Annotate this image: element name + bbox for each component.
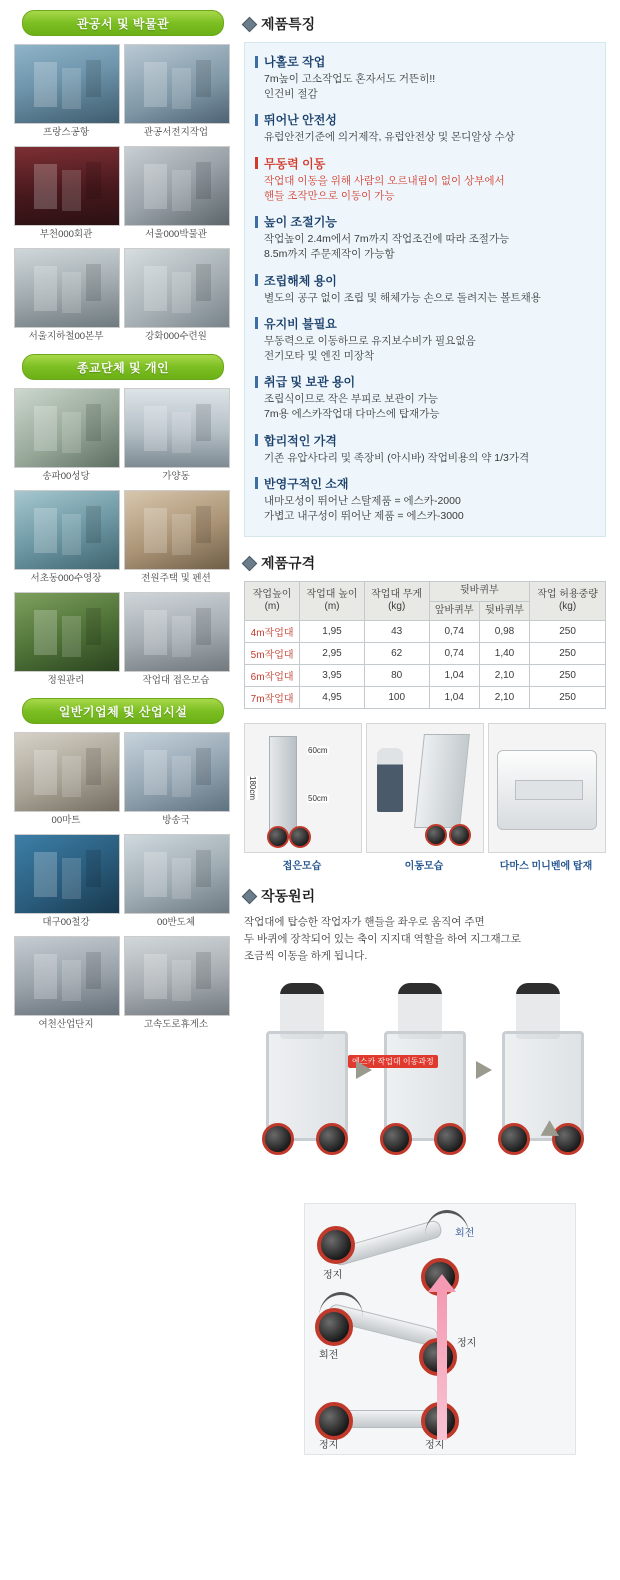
section-header-spec [244, 553, 606, 573]
thumbnail-caption: 프랑스공항 [43, 127, 89, 138]
thumbnail-caption: 서초동000수영장 [30, 573, 102, 584]
principle-illustration [244, 973, 606, 1193]
feature-item [255, 272, 595, 306]
feature-line: 가볍고 내구성이 뛰어난 제품 = 에스카-3000 [264, 510, 464, 523]
thumbnail-caption: 강화000수련원 [145, 331, 207, 342]
wheel-icon [315, 1402, 353, 1440]
section-header-principle [244, 886, 606, 906]
photo-fill [125, 937, 229, 1015]
feature-title-row [255, 111, 595, 128]
cell-weight: 80 [364, 665, 429, 687]
wheel-icon [434, 1123, 466, 1155]
feature-title-row [255, 272, 595, 289]
list-item[interactable] [14, 732, 118, 828]
feature-item [255, 315, 595, 364]
feature-line: 무동력으로 이동하므로 유지보수비가 필요없음 [264, 334, 476, 347]
dimension-label-top: 60cm [308, 746, 328, 756]
cell-platform-height: 4,95 [300, 687, 365, 709]
cell-weight: 62 [364, 643, 429, 665]
feature-line: 유럽안전기준에 의거제작, 유럽안전상 및 몬디알상 수상 [264, 131, 515, 144]
feature-title-row [255, 155, 595, 172]
principle-description [244, 914, 606, 964]
list-item[interactable] [14, 146, 118, 242]
principle-line: 작업대에 탑승한 작업자가 핸들을 좌우로 움직여 주면 [244, 916, 485, 929]
photo-fill [15, 491, 119, 569]
cell-platform-height: 3,95 [300, 665, 365, 687]
product-photo-van [488, 723, 604, 872]
person-figure [377, 748, 403, 812]
feature-title-row [255, 53, 595, 70]
list-item[interactable] [124, 490, 228, 586]
arrow-right-icon [356, 1061, 372, 1079]
operator-figure-3 [490, 983, 594, 1173]
thumbnail-image[interactable] [124, 388, 230, 468]
diamond-bullet-icon [242, 556, 258, 572]
feature-title-row [255, 213, 595, 230]
cell-weight: 100 [364, 687, 429, 709]
thumbnail-caption: 서울지하철00본부 [28, 331, 104, 342]
feature-line: 기존 유압사다리 및 족장비 (아시바) 작업비용의 약 1/3가격 [264, 451, 530, 464]
table-row [245, 643, 606, 665]
cell-model: 7m작업대 [245, 687, 300, 709]
feature-line: 내마모성이 뛰어난 스탈제품 = 에스카-2000 [264, 494, 461, 507]
thumbnail-image[interactable] [124, 592, 230, 672]
list-item[interactable] [124, 248, 228, 344]
rotation-curve-icon [425, 1210, 469, 1235]
feature-lines [255, 291, 595, 306]
product-image [488, 723, 606, 853]
feature-title: 조립해체 용이 [264, 273, 337, 288]
feature-lines [255, 72, 595, 102]
feature-title: 나홀로 작업 [264, 55, 326, 69]
col-platform-weight: 작업대 무게 (kg) [364, 582, 429, 621]
list-item[interactable] [124, 146, 228, 242]
cell-platform-height: 2,95 [300, 643, 365, 665]
thumbnail-caption: 부천000회관 [39, 229, 93, 240]
wheel-icon [317, 1226, 355, 1264]
list-item[interactable] [124, 592, 228, 688]
thumbnail-caption: 여천산업단지 [38, 1019, 94, 1030]
feature-line: 조립식이므로 작은 부피로 보관이 가능 [264, 393, 438, 406]
diamond-bullet-icon [242, 889, 258, 905]
thumbnail-image[interactable] [14, 388, 120, 468]
thumbnail-caption: 정원관리 [47, 675, 85, 686]
gallery-column [14, 10, 232, 1042]
page-title-spec: 제품규격 [261, 555, 316, 572]
spec-table [244, 581, 606, 709]
list-item[interactable] [124, 44, 228, 140]
dimension-label-height: 180cm [248, 776, 257, 801]
feature-lines [255, 232, 595, 262]
thumbnail-caption: 작업대 접은모습 [142, 675, 210, 686]
list-item[interactable] [14, 834, 118, 930]
feature-title-row [255, 475, 595, 492]
cell-load: 250 [530, 665, 606, 687]
category-banner-religious: 종교단체 및 개인 [22, 354, 224, 380]
bullet-bar-icon [255, 477, 258, 489]
cell-load: 250 [530, 621, 606, 643]
feature-lines [255, 174, 595, 204]
thumbnail-grid-industrial [14, 732, 232, 1032]
feature-line: 별도의 공구 없이 조립 및 해체가능 손으로 돌려지는 볼트채용 [264, 291, 541, 304]
col-platform-height: 작업대 높이 (m) [300, 582, 365, 621]
bullet-bar-icon [255, 317, 258, 329]
axle-label-rotate-1: 회전 [455, 1227, 475, 1239]
spec-table-head [245, 582, 606, 621]
feature-title: 유지비 불필요 [264, 316, 337, 331]
axle-diagram [304, 1203, 576, 1455]
thumbnail-image[interactable] [124, 248, 230, 328]
feature-lines [255, 494, 595, 524]
col-allowable-load: 작업 허용중량 (kg) [530, 582, 606, 621]
cell-model: 5m작업대 [245, 643, 300, 665]
photo-fill [125, 835, 229, 913]
product-caption: 이동모습 [404, 861, 444, 873]
thumbnail-caption: 관공서전지작업 [143, 127, 209, 138]
list-item[interactable] [14, 248, 118, 344]
feature-lines [255, 130, 595, 145]
wheel-icon [449, 824, 471, 846]
list-item[interactable] [14, 388, 118, 484]
thumbnail-caption: 대구00철강 [42, 917, 90, 928]
features-panel [244, 42, 606, 537]
arrow-up-direction-icon [437, 1290, 447, 1440]
product-image [244, 723, 362, 853]
axle-label-stop-2: 정지 [457, 1337, 477, 1349]
photo-fill [15, 937, 119, 1015]
col-work-height: 작업높이 (m) [245, 582, 300, 621]
cell-model: 6m작업대 [245, 665, 300, 687]
thumbnail-caption: 고속도로휴게소 [143, 1019, 209, 1030]
table-header-row [245, 582, 606, 602]
feature-title: 합리적인 가격 [264, 433, 337, 448]
col-front-wheel: 앞바퀴부 [429, 601, 479, 621]
feature-title: 취급 및 보관 용이 [264, 375, 356, 390]
feature-item [255, 53, 595, 102]
photo-fill [15, 733, 119, 811]
axle-label-stop-4: 정지 [425, 1439, 445, 1451]
feature-title-row [255, 432, 595, 449]
list-item[interactable] [14, 936, 118, 1032]
list-item[interactable] [14, 592, 118, 688]
thumbnail-caption: 방송국 [162, 815, 190, 826]
feature-title: 높이 조절기능 [264, 215, 337, 230]
cell-load: 250 [530, 643, 606, 665]
photo-fill [15, 147, 119, 225]
category-banner-industrial: 일반기업체 및 산업시설 [22, 698, 224, 724]
product-photo-folded [244, 723, 360, 872]
product-image [366, 723, 484, 853]
thumbnail-image[interactable] [124, 146, 230, 226]
thumbnail-caption: 전원주택 및 펜션 [141, 573, 211, 584]
product-photo-moving [366, 723, 482, 872]
col-rear-wheel: 뒷바퀴부 [479, 601, 529, 621]
gallery-category-religious [14, 354, 232, 688]
wheel-icon [262, 1123, 294, 1155]
page-title-features: 제품특징 [261, 16, 316, 32]
list-item[interactable] [14, 44, 118, 140]
gallery-category-industrial [14, 698, 232, 1032]
page-title-principle: 작동원리 [261, 888, 316, 905]
col-wheel-group: 뒷바퀴부 [429, 582, 530, 602]
cell-rear-wheel: 0,98 [479, 621, 529, 643]
cell-rear-wheel: 1,40 [479, 643, 529, 665]
cell-platform-height: 1,95 [300, 621, 365, 643]
photo-fill [125, 733, 229, 811]
operator-figure-1 [254, 983, 358, 1173]
photo-fill [15, 249, 119, 327]
bullet-bar-icon [255, 434, 258, 446]
feature-title: 뛰어난 안전성 [264, 113, 337, 128]
cell-rear-wheel: 2,10 [479, 665, 529, 687]
bullet-bar-icon [255, 157, 258, 169]
feature-title: 반영구적인 소재 [264, 476, 349, 491]
photo-fill [15, 389, 119, 467]
table-row [245, 621, 606, 643]
photo-fill [15, 835, 119, 913]
wheel-icon [498, 1123, 530, 1155]
bullet-bar-icon [255, 274, 258, 286]
feature-item [255, 432, 595, 466]
feature-line: 핸들 조작만으로 이동이 가능 [264, 189, 395, 202]
cell-model: 4m작업대 [245, 621, 300, 643]
photo-fill [125, 45, 229, 123]
list-item[interactable] [124, 388, 228, 484]
wheel-icon [425, 824, 447, 846]
photo-fill [15, 593, 119, 671]
photo-fill [125, 147, 229, 225]
cell-rear-wheel: 2,10 [479, 687, 529, 709]
thumbnail-caption: 송파00성당 [42, 471, 90, 482]
axle-label-rotate-2: 회전 [319, 1349, 339, 1361]
thumbnail-image[interactable] [14, 732, 120, 812]
thumbnail-image[interactable] [14, 936, 120, 1016]
product-caption: 접은모습 [282, 861, 322, 873]
axle-label-stop-3: 정지 [319, 1439, 339, 1451]
thumbnail-image[interactable] [124, 44, 230, 124]
feature-lines [255, 392, 595, 422]
feature-item [255, 373, 595, 422]
category-banner-government: 관공서 및 박물관 [22, 10, 224, 36]
feature-title-row [255, 373, 595, 390]
cell-load: 250 [530, 687, 606, 709]
wheel-icon [289, 826, 311, 848]
feature-item [255, 111, 595, 145]
feature-line: 작업대 이동을 위해 사람의 오르내림이 없이 상부에서 [264, 174, 505, 187]
operator-figure-2 [372, 983, 476, 1173]
feature-title-row [255, 315, 595, 332]
thumbnail-caption: 가양동 [162, 471, 190, 482]
feature-lines [255, 451, 595, 466]
feature-lines [255, 334, 595, 364]
thumbnail-image[interactable] [124, 732, 230, 812]
spec-table-body [245, 621, 606, 709]
status-badge-motion: 에스카 작업대 이동과정 [348, 1055, 438, 1068]
content-column [244, 14, 606, 1455]
principle-line: 두 바퀴에 장착되어 있는 축이 지지대 역할을 하여 지그재그로 [244, 933, 521, 946]
thumbnail-image[interactable] [14, 834, 120, 914]
thumbnail-grid-government [14, 44, 232, 344]
wheel-icon [380, 1123, 412, 1155]
table-row [245, 687, 606, 709]
bullet-bar-icon [255, 376, 258, 388]
diamond-bullet-icon [242, 16, 258, 32]
feature-line: 작업높이 2.4m에서 7m까지 작업조건에 따라 조절가능 [264, 233, 510, 246]
thumbnail-caption: 서울000박물관 [145, 229, 207, 240]
feature-line: 8.5m까지 주문제작이 가능함 [264, 248, 395, 261]
product-caption: 다마스 미니벤에 탑재 [499, 861, 593, 873]
table-row [245, 665, 606, 687]
cell-front-wheel: 0,74 [429, 621, 479, 643]
arrow-right-icon [476, 1061, 492, 1079]
thumbnail-image[interactable] [124, 490, 230, 570]
thumbnail-image[interactable] [14, 146, 120, 226]
principle-line: 조금씩 이동을 하게 됩니다. [244, 949, 368, 962]
list-item[interactable] [124, 936, 228, 1032]
photo-fill [125, 593, 229, 671]
wheel-icon [316, 1123, 348, 1155]
cell-front-wheel: 1,04 [429, 687, 479, 709]
bullet-bar-icon [255, 216, 258, 228]
cell-weight: 43 [364, 621, 429, 643]
list-item[interactable] [124, 732, 228, 828]
thumbnail-image[interactable] [14, 248, 120, 328]
bullet-bar-icon [255, 114, 258, 126]
photo-fill [15, 45, 119, 123]
axle-label-stop-1: 정지 [323, 1269, 343, 1281]
loaded-platform-shape [515, 780, 583, 800]
wheel-icon [267, 826, 289, 848]
photo-fill [125, 491, 229, 569]
thumbnail-image[interactable] [124, 834, 230, 914]
thumbnail-caption: 00반도체 [156, 917, 196, 928]
dimension-label-bottom: 50cm [308, 794, 328, 804]
thumbnail-image[interactable] [14, 592, 120, 672]
thumbnail-caption: 00마트 [51, 815, 81, 826]
feature-item [255, 213, 595, 262]
cell-front-wheel: 0,74 [429, 643, 479, 665]
photo-fill [125, 389, 229, 467]
photo-fill [125, 249, 229, 327]
feature-line: 전기모타 및 엔진 미장착 [264, 349, 375, 362]
feature-line: 7m용 에스카작업대 다마스에 탑재가능 [264, 408, 440, 421]
feature-title: 무동력 이동 [264, 156, 326, 171]
platform-shape [414, 734, 470, 828]
product-photo-row [244, 723, 606, 872]
folded-platform-shape [269, 736, 297, 838]
feature-line: 인건비 절감 [264, 88, 318, 101]
thumbnail-image[interactable] [124, 936, 230, 1016]
section-header-features [244, 14, 606, 34]
list-item[interactable] [14, 490, 118, 586]
rotation-curve-icon [319, 1292, 363, 1317]
bullet-bar-icon [255, 56, 258, 68]
cell-front-wheel: 1,04 [429, 665, 479, 687]
thumbnail-image[interactable] [14, 44, 120, 124]
list-item[interactable] [124, 834, 228, 930]
feature-item [255, 475, 595, 524]
feature-line: 7m높이 고소작업도 혼자서도 거뜬히!! [264, 73, 436, 85]
thumbnail-grid-religious [14, 388, 232, 688]
thumbnail-image[interactable] [14, 490, 120, 570]
gallery-category-government [14, 10, 232, 344]
feature-item-highlighted [255, 155, 595, 204]
